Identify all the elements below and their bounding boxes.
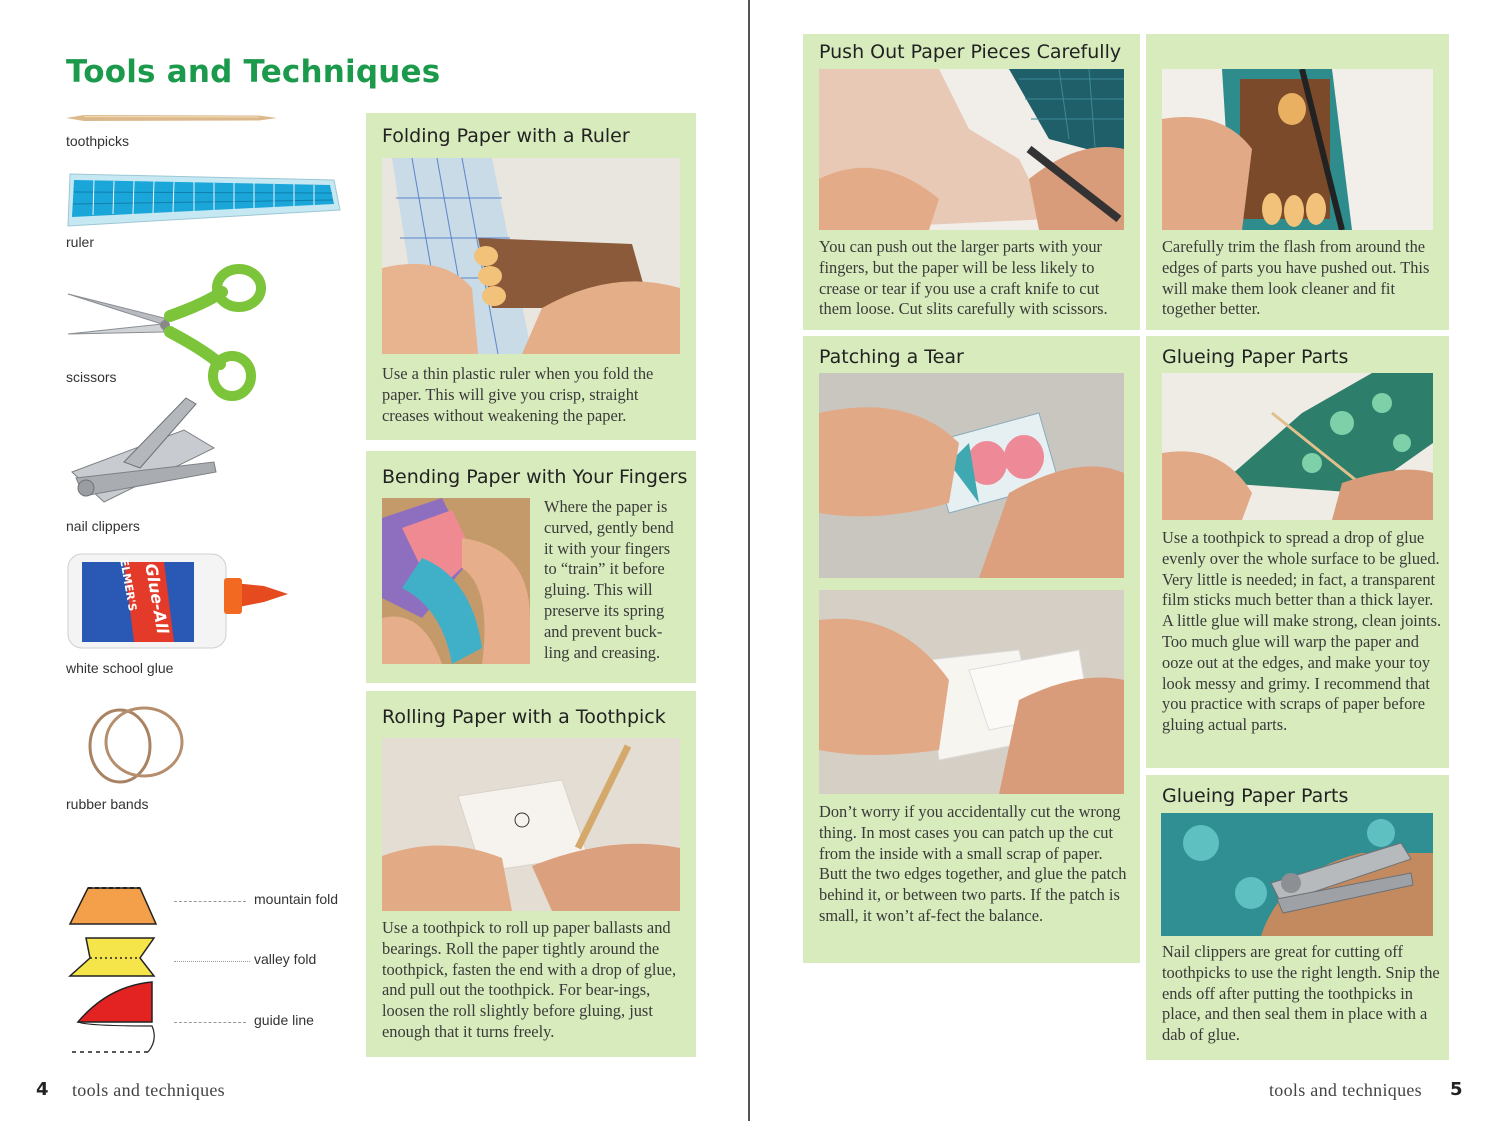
panel-text-trim: Carefully trim the flash from around the edges of parts you have pushed out. This will make them look cleaner and fit together better.: [1162, 237, 1430, 319]
valley-fold-swatch: [68, 936, 160, 980]
panel-text-glueing-2: Nail clippers are great for cutting off toothpicks to use the right length. Snip the ends off after putting the toothpicks in place, and then seal them in place with a dab of glue.: [1162, 942, 1440, 1045]
panel-text-folding: Use a thin plastic ruler when you fold the paper. This will give you crisp, straight creases without weakening the paper.: [382, 364, 654, 425]
running-head-right: tools and techniques: [1269, 1080, 1422, 1100]
tool-label-rubber-bands: rubber bands: [66, 796, 149, 812]
tool-label-nail-clippers: nail clippers: [66, 518, 140, 534]
photo-bending-fingers: [382, 498, 530, 664]
photo-glueing-clippers: [1161, 813, 1433, 936]
running-head-left: tools and techniques: [72, 1080, 225, 1100]
panel-rolling-paper: [366, 691, 696, 1057]
legend-guide-line: guide line: [254, 1012, 314, 1028]
panel-text-rolling: Use a toothpick to roll up paper ballasts and bearings. Roll the paper tightly around the toothpick, fasten the end with a drop of glue, and pull out the toothpick. For bear-ings, loosen the roll slightly before gluing, just enough that it turns freely.: [382, 918, 677, 1041]
page-number-left: 4: [36, 1079, 49, 1100]
page-number-right: 5: [1450, 1079, 1463, 1100]
photo-rolling-toothpick: [382, 738, 680, 911]
rubber-bands-image: [74, 700, 194, 790]
toothpick-image: [64, 112, 279, 124]
glue-brand-label: ELMER'S: [117, 558, 140, 613]
guide-line-line: [174, 1022, 246, 1023]
guide-line-swatch: [68, 980, 160, 1056]
tool-label-ruler: ruler: [66, 234, 95, 250]
panel-text-glueing-1: Use a toothpick to spread a drop of glue evenly over the whole surface to be glued. Very little is needed; in fact, a transparent film sticks much better than a thick layer. A little glue will make strong, clean joints. Too much glue will warp the paper and ooze out at the edges, and make your toy look messy and grimy. I recommend that you practice with scraps of paper before gluing actual parts.: [1162, 528, 1442, 735]
panel-glueing-1: [1146, 336, 1449, 768]
ruler-image: [64, 168, 344, 230]
nail-clippers-image: [64, 392, 234, 514]
page-title: Tools and Techniques: [66, 54, 441, 90]
tool-label-glue: white school glue: [66, 660, 174, 676]
photo-trim-flash: [1162, 69, 1433, 230]
glue-product-label: Glue-All: [141, 562, 173, 636]
valley-fold-line: [174, 961, 250, 962]
panel-push-out: [803, 34, 1140, 330]
panel-patching: [803, 336, 1140, 963]
mountain-fold-line: [174, 901, 246, 902]
panel-title-glueing-2: Glueing Paper Parts: [1162, 785, 1349, 807]
legend-mountain-fold: mountain fold: [254, 891, 339, 907]
photo-push-out: [819, 69, 1124, 230]
tool-label-scissors: scissors: [66, 369, 117, 385]
panel-folding-paper: [366, 113, 696, 440]
panel-bending-paper: [366, 451, 696, 683]
photo-patching-2: [819, 590, 1124, 794]
tool-label-toothpicks: toothpicks: [66, 133, 130, 149]
mountain-fold-swatch: [68, 884, 160, 928]
glue-bottle-image: [64, 548, 294, 654]
panel-text-patching: Don’t worry if you accidentally cut the wrong thing. In most cases you can patch up the cut from the inside with a small scrap of paper. Butt the two edges together, and glue the patch behind it, or between two parts. If the patch is small, it won’t af-fect the balance.: [819, 802, 1127, 925]
photo-glueing-toothpick: [1162, 373, 1433, 520]
panel-glueing-2: [1146, 775, 1449, 1060]
panel-trim-flash: [1146, 34, 1449, 330]
panel-title-bending: Bending Paper with Your Fingers: [382, 466, 688, 488]
panel-text-push-out: You can push out the larger parts with your fingers, but the paper will be less likely to crease or tear if you use a craft knife to cut them loose. Cut slits carefully with scissors.: [819, 237, 1108, 319]
panel-title-folding: Folding Paper with a Ruler: [382, 125, 630, 147]
panel-title-glueing-1: Glueing Paper Parts: [1162, 346, 1349, 368]
legend-valley-fold: valley fold: [254, 951, 317, 967]
photo-folding-ruler: [382, 158, 680, 354]
panel-title-rolling: Rolling Paper with a Toothpick: [382, 706, 666, 728]
page-divider: [748, 0, 750, 1121]
panel-title-push-out: Push Out Paper Pieces Carefully: [819, 41, 1122, 63]
panel-text-bending: Where the paper is curved, gently bend it with your fingers to “train” it before gluing. This will preserve its spring and prevent buck-ling and creasing.: [544, 497, 674, 662]
panel-title-patching: Patching a Tear: [819, 346, 964, 368]
photo-patching-1: [819, 373, 1124, 578]
